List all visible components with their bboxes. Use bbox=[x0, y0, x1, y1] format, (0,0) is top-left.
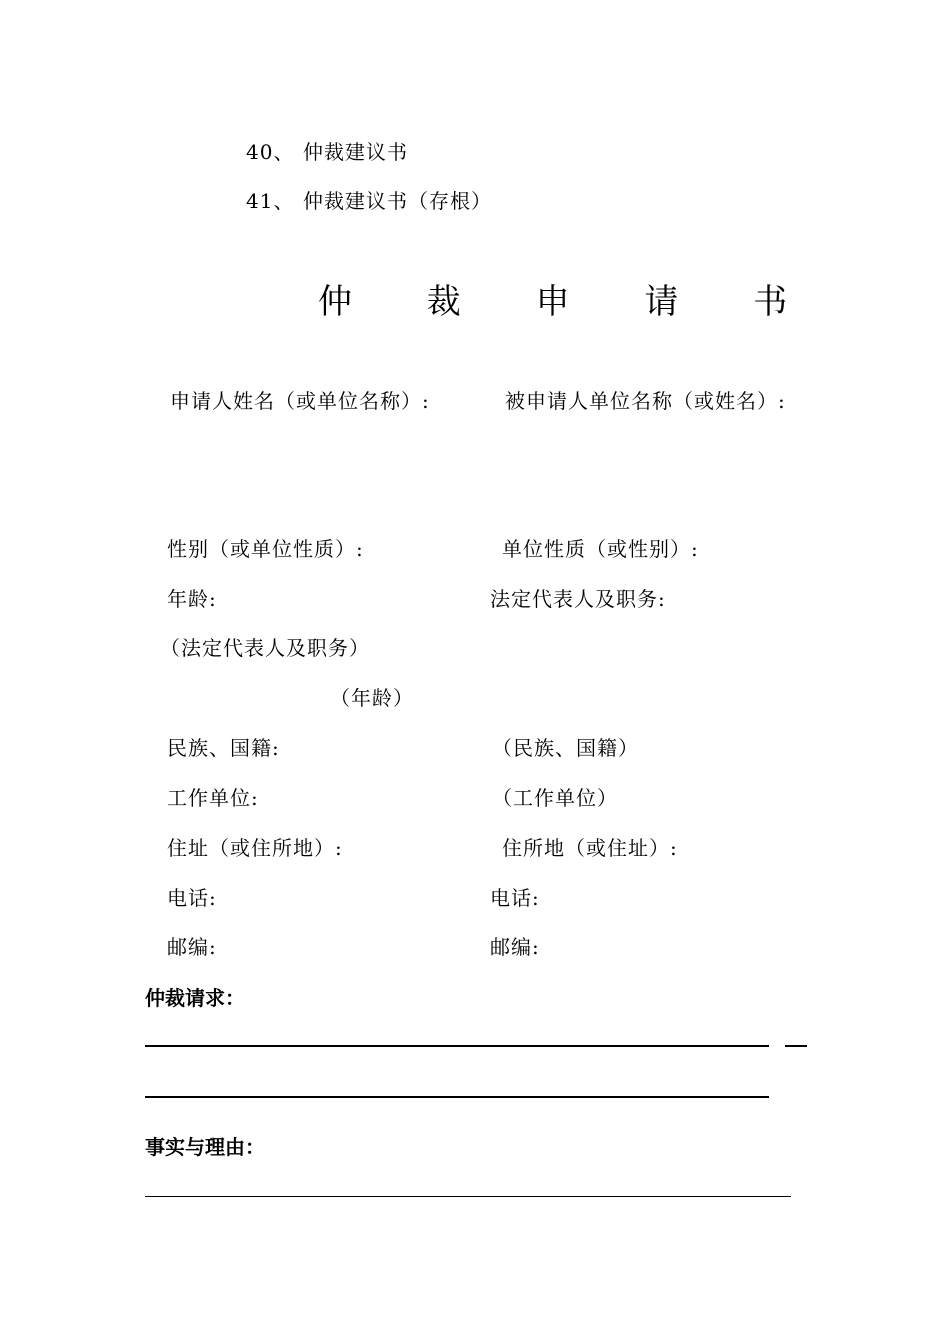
list-item-40-number: 40、 bbox=[246, 140, 295, 164]
applicant-gender-label: 性别（或单位性质）: bbox=[167, 537, 364, 561]
applicant-legal-rep-label: （法定代表人及职务） bbox=[160, 636, 370, 660]
applicant-phone-label: 电话: bbox=[167, 886, 217, 910]
claims-heading: 仲裁请求： bbox=[145, 986, 245, 1010]
respondent-nature-label: 单位性质（或性别）: bbox=[502, 537, 699, 561]
respondent-header: 被申请人单位名称（或姓名）: bbox=[505, 389, 786, 413]
claims-line-1-tail bbox=[785, 1045, 807, 1047]
list-item-41-number: 41、 bbox=[246, 189, 295, 213]
respondent-phone-label: 电话: bbox=[490, 886, 540, 910]
respondent-address-label: 住所地（或住址）: bbox=[502, 836, 678, 860]
respondent-employer-label: （工作单位） bbox=[492, 786, 618, 810]
facts-heading: 事实与理由： bbox=[145, 1135, 265, 1159]
claims-line-2 bbox=[145, 1096, 769, 1098]
document-title: 仲 裁 申 请 书 bbox=[318, 282, 820, 322]
list-item-40-text: 仲裁建议书 bbox=[303, 140, 408, 164]
applicant-age-label: 年龄: bbox=[167, 587, 217, 611]
applicant-header: 申请人姓名（或单位名称）: bbox=[170, 389, 430, 413]
respondent-ethnicity-label: （民族、国籍） bbox=[492, 736, 639, 760]
applicant-postcode-label: 邮编: bbox=[167, 935, 217, 959]
respondent-age-label: （年龄） bbox=[330, 686, 414, 710]
applicant-employer-label: 工作单位: bbox=[167, 786, 259, 810]
claims-line-1 bbox=[145, 1045, 769, 1047]
respondent-legal-rep-label: 法定代表人及职务: bbox=[490, 587, 666, 611]
facts-line-1 bbox=[145, 1196, 791, 1197]
respondent-postcode-label: 邮编: bbox=[490, 935, 540, 959]
list-item-41-text: 仲裁建议书（存根） bbox=[303, 189, 492, 213]
applicant-ethnicity-label: 民族、国籍: bbox=[167, 736, 280, 760]
applicant-address-label: 住址（或住所地）: bbox=[167, 836, 343, 860]
